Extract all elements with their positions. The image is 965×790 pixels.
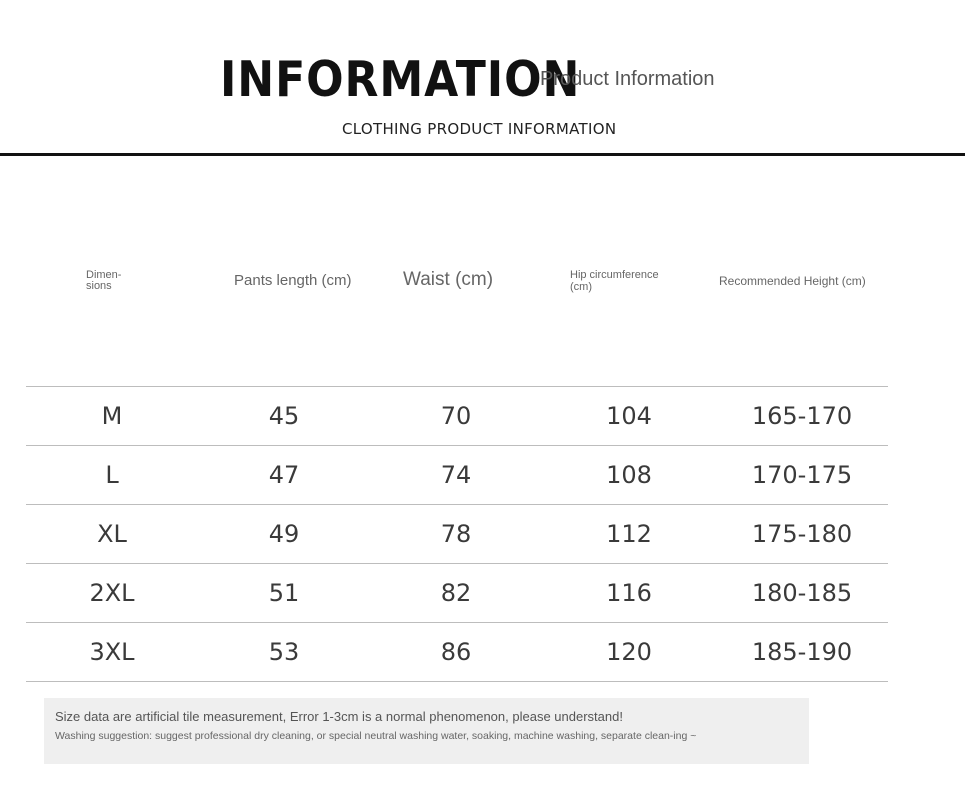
size-cell: XL (97, 520, 127, 548)
length-cell: 49 (268, 520, 300, 548)
size-cell: 2XL (89, 579, 135, 607)
waist-cell: 86 (440, 638, 472, 666)
hip-cell: 116 (606, 579, 652, 607)
section-title: Product Information (540, 68, 715, 90)
table-row (26, 563, 888, 622)
height-cell: 185-190 (751, 638, 853, 666)
table-row (26, 504, 888, 563)
table-row (26, 445, 888, 504)
height-cell: 165-170 (751, 402, 853, 430)
header-divider (0, 153, 965, 156)
hip-cell: 120 (606, 638, 652, 666)
size-cell: L (105, 461, 119, 489)
height-cell: 175-180 (751, 520, 853, 548)
hip-cell: 108 (606, 461, 652, 489)
height-cell: 180-185 (751, 579, 853, 607)
column-header-dimensions: Dimen- sions (86, 269, 122, 292)
page-title: INFORMATION (220, 51, 581, 108)
column-header-height: Recommended Height (cm) (719, 274, 866, 288)
washing-suggestion: Washing suggestion: suggest professional dry cleaning, or special neutral washing water, soaking, machine washing, separate clean-ing ~ (55, 730, 697, 742)
column-header-hip: Hip circumference (cm) (570, 269, 659, 293)
waist-cell: 70 (440, 402, 472, 430)
measurement-note-box (44, 698, 809, 764)
size-cell: M (101, 402, 123, 430)
measurement-note: Size data are artificial tile measurement, Error 1-3cm is a normal phenomenon, please understand! (55, 709, 623, 724)
column-header-waist: Waist (cm) (403, 269, 494, 290)
size-table (26, 386, 888, 682)
waist-cell: 74 (440, 461, 472, 489)
waist-cell: 82 (440, 579, 472, 607)
length-cell: 53 (268, 638, 300, 666)
length-cell: 45 (268, 402, 300, 430)
hip-cell: 104 (606, 402, 652, 430)
waist-cell: 78 (440, 520, 472, 548)
length-cell: 51 (268, 579, 300, 607)
length-cell: 47 (268, 461, 300, 489)
column-header-pants-length: Pants length (cm) (234, 272, 352, 289)
table-row (26, 386, 888, 445)
page-subtitle: CLOTHING PRODUCT INFORMATION (342, 120, 617, 138)
height-cell: 170-175 (751, 461, 853, 489)
table-row (26, 622, 888, 682)
hip-cell: 112 (606, 520, 652, 548)
size-cell: 3XL (89, 638, 135, 666)
